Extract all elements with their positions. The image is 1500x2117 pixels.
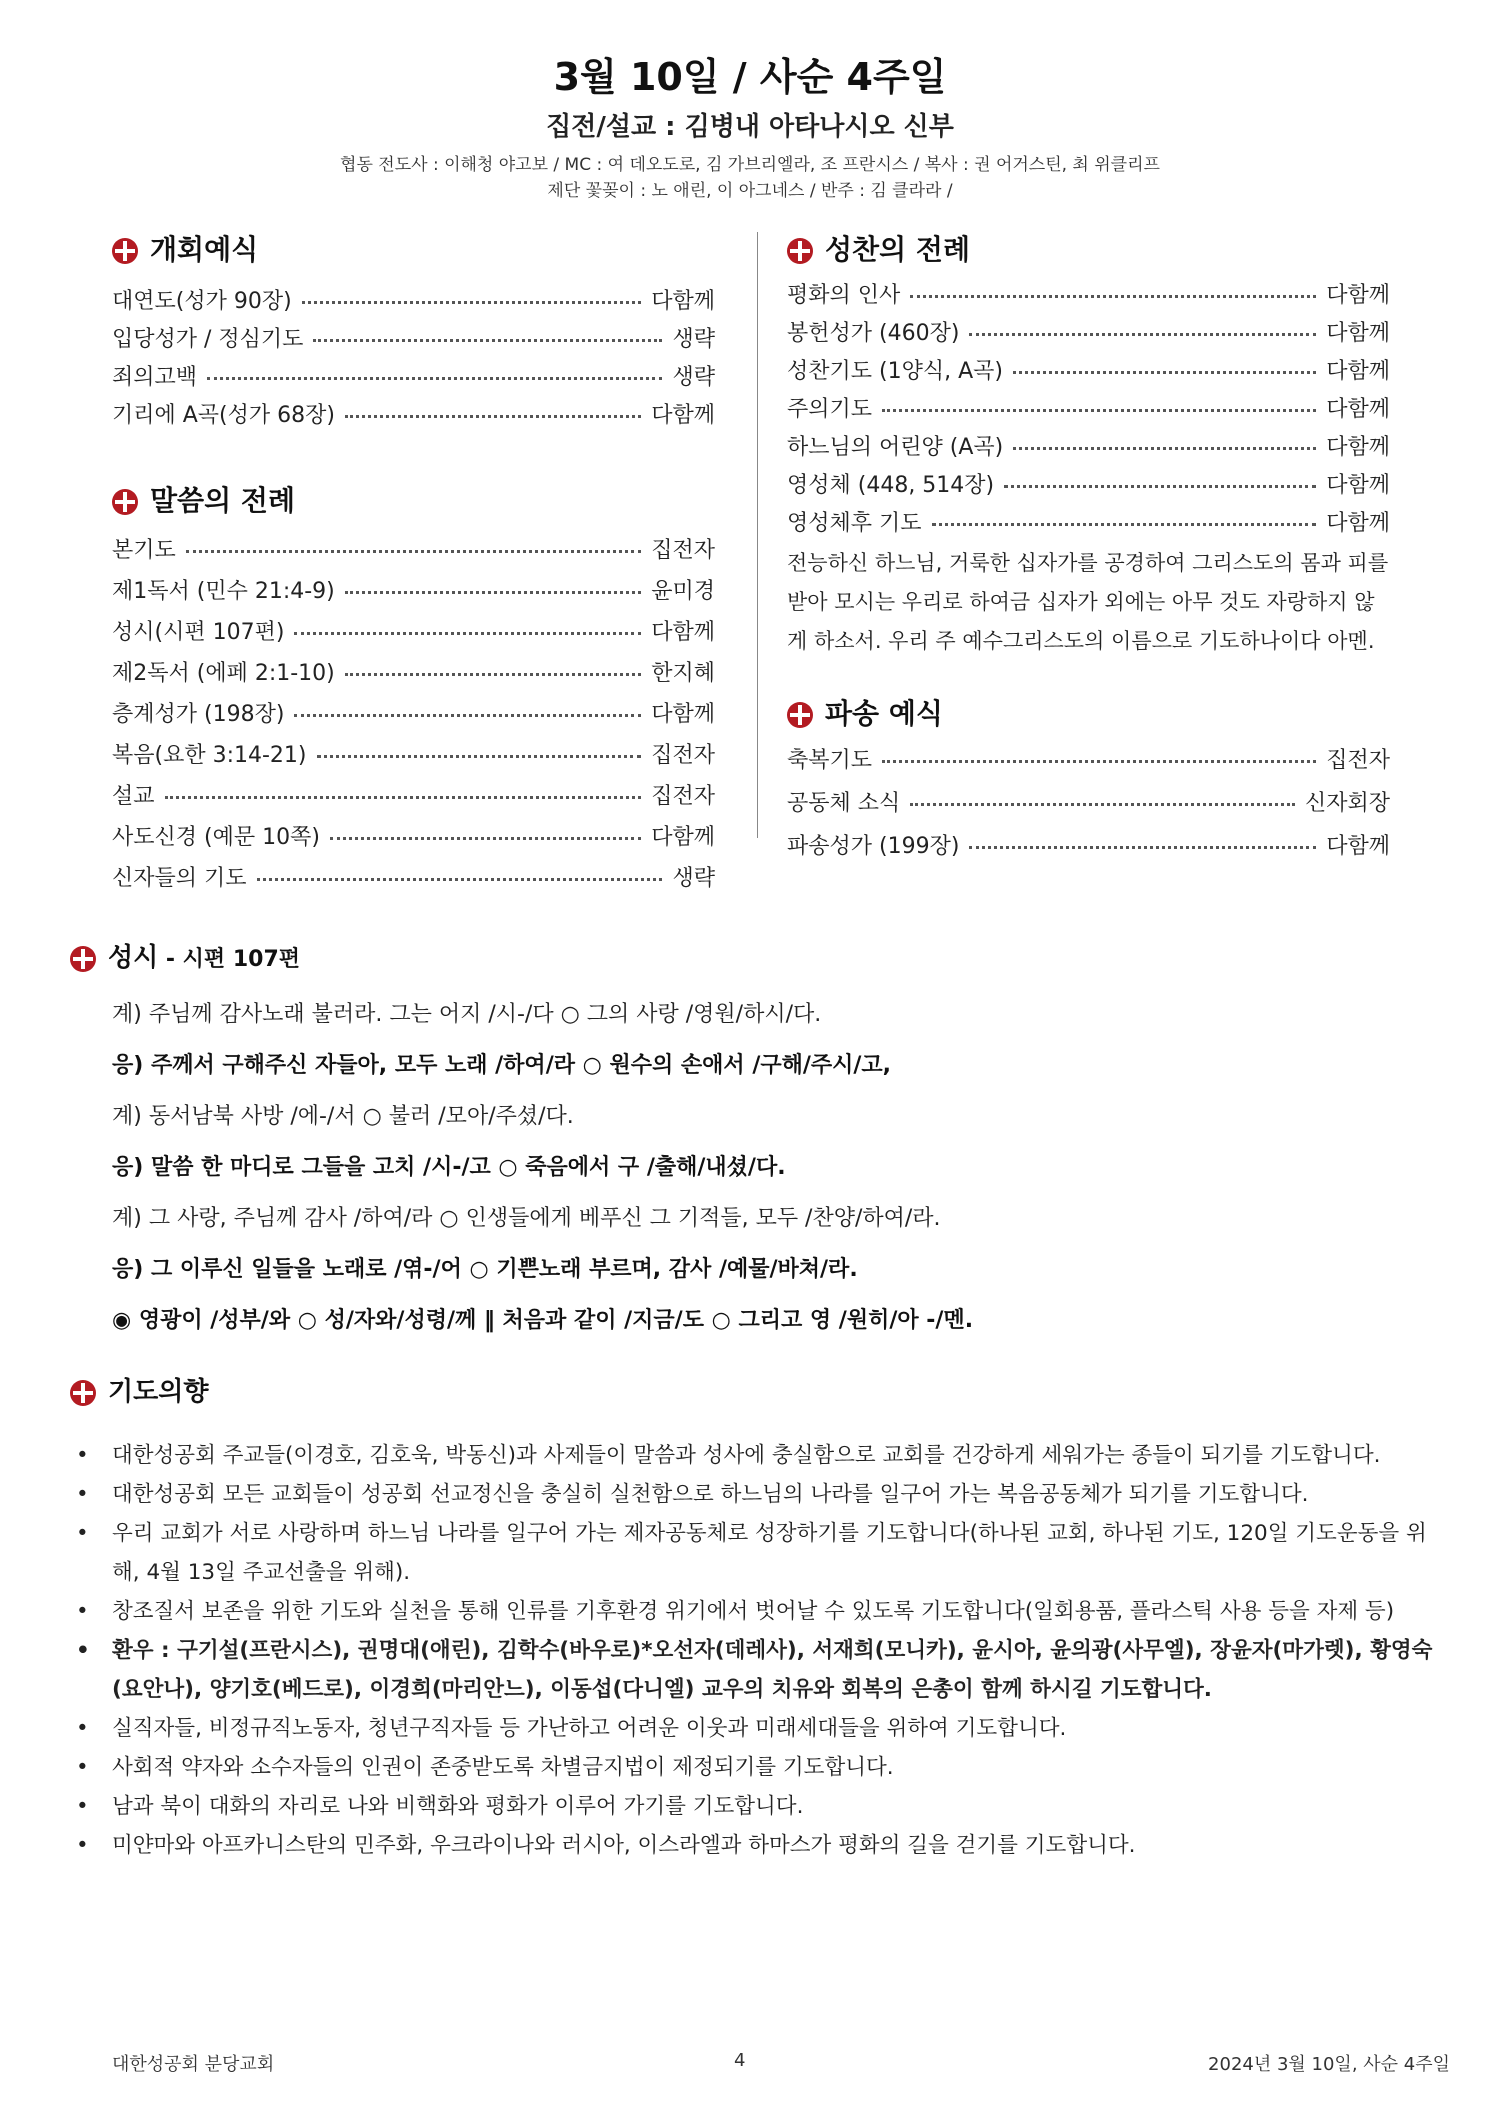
order-row: 제1독서 (민수 21:4-9) 윤미경 — [112, 579, 715, 604]
order-row: 층계성가 (198장) 다함께 — [112, 702, 715, 727]
list-item: • 창조질서 보존을 위한 기도와 실천을 통해 인류를 기후환경 위기에서 벗어날 수 있도록 기도합니다(일회용품, 플라스틱 사용 등을 자제 등) — [70, 1592, 1450, 1631]
cross-icon — [112, 238, 138, 264]
eucharist-list — [787, 274, 1390, 540]
order-row: 복음(요한 3:14-21) 집전자 — [112, 743, 715, 768]
cross-icon — [70, 946, 96, 972]
list-item: • 환우 : 구기설(프란시스), 권명대(애린), 김학수(바우로)*오선자(데레사), 서재희(모니카), 윤시아, 윤의광(사무엘), 장윤자(마가렛), 황영숙(요안나), 양기호(베드로), 이경희(마리안느), 이동섭(다니엘) 교우의 치유와 회복의 은총이 함께 하시길 기도합니다. — [70, 1631, 1450, 1709]
order-row: 성찬기도 (1양식, A곡) 다함께 — [787, 358, 1390, 384]
page-title: 3월 10일 / 사순 4주일 — [553, 55, 947, 99]
order-row: 하느님의 어린양 (A곡) 다함께 — [787, 434, 1390, 460]
order-row: 입당성가 / 정심기도 생략 — [112, 326, 715, 352]
section-title-word: 말씀의 전례 — [112, 478, 715, 524]
footer-church: 대한성공회 분당교회 — [112, 2054, 275, 2075]
order-row: 파송성가 (199장) 다함께 — [787, 834, 1390, 859]
page-number: 4 — [734, 2050, 746, 2071]
cross-icon — [70, 1380, 96, 1406]
order-row: 성시(시편 107편) 다함께 — [112, 620, 715, 645]
order-row: 평화의 인사 다함께 — [787, 282, 1390, 308]
psalm-line: ◉ 영광이 /성부/와 ○ 성/자와/성령/께 ‖ 처음과 같이 /지금/도 ○ 그리고 영 /원히/아 -/멘. — [112, 1308, 974, 1333]
section-title-eucharist: 성찬의 전례 — [787, 227, 1390, 273]
list-item: • 미얀마와 아프카니스탄의 민주화, 우크라이나와 러시아, 이스라엘과 하마스가 평화의 길을 걷기를 기도합니다. — [70, 1826, 1450, 1865]
order-row: 봉헌성가 (460장) 다함께 — [787, 320, 1390, 346]
cross-icon — [787, 702, 813, 728]
psalm-line: 계) 동서남북 사방 /에-/서 ○ 불러 /모아/주셨/다. — [112, 1104, 574, 1129]
page-header — [0, 54, 1500, 204]
psalm-line: 응) 주께서 구해주신 자들아, 모두 노래 /하여/라 ○ 원수의 손애서 /구해/주시/고, — [112, 1053, 892, 1078]
section-title-opening: 개회예식 — [112, 227, 715, 273]
order-row: 기리에 A곡(성가 68장) 다함께 — [112, 402, 715, 428]
psalm-title: 성시 - 시편 107편 — [70, 936, 1450, 980]
intentions-list — [70, 1436, 1450, 1865]
cross-icon — [787, 238, 813, 264]
psalm-line: 계) 주님께 감사노래 불러라. 그는 어지 /시-/다 ○ 그의 사랑 /영원/하시/다. — [112, 1002, 822, 1027]
column-divider — [757, 232, 758, 838]
ministers-line: 협동 전도사 : 이해청 야고보 / MC : 여 데오도로, 김 가브리엘라, 조 프란시스 / 복사 : 권 어거스틴, 최 위클리프 — [340, 155, 1160, 175]
intentions-title: 기도의향 — [70, 1370, 1450, 1414]
order-row: 제2독서 (에페 2:1-10) 한지혜 — [112, 661, 715, 686]
order-row: 주의기도 다함께 — [787, 396, 1390, 422]
order-row: 사도신경 (예문 10쪽) 다함께 — [112, 825, 715, 850]
order-row: 신자들의 기도 생략 — [112, 866, 715, 891]
order-row: 공동체 소식 신자회장 — [787, 791, 1390, 816]
cross-icon — [112, 489, 138, 515]
intentions-section — [70, 1370, 1450, 1865]
psalm-lines — [70, 989, 1450, 1346]
altar-line: 제단 꽃꽂이 : 노 애린, 이 아그네스 / 반주 : 김 클라라 / — [547, 181, 953, 201]
celebrant-line: 집전/설교 : 김병내 아타나시오 신부 — [546, 112, 954, 142]
psalm-line: 응) 그 이루신 일들을 노래로 /엮-/어 ○ 기쁜노래 부르며, 감사 /예물/바쳐/라. — [112, 1257, 858, 1282]
right-column — [787, 227, 1390, 866]
section-title-dismissal: 파송 예식 — [787, 691, 1390, 737]
psalm-line: 응) 말씀 한 마디로 그들을 고치 /시-/고 ○ 죽음에서 구 /출해/내셨/다. — [112, 1155, 786, 1180]
order-row: 죄의고백 생략 — [112, 364, 715, 390]
left-column — [112, 227, 715, 897]
order-row: 축복기도 집전자 — [787, 748, 1390, 773]
list-item: • 남과 북이 대화의 자리로 나와 비핵화와 평화가 이루어 가기를 기도합니다. — [70, 1787, 1450, 1826]
footer-date: 2024년 3월 10일, 사순 4주일 — [1208, 2054, 1450, 2075]
list-item: • 실직자들, 비정규직노동자, 청년구직자들 등 가난하고 어려운 이웃과 미래세대들을 위하여 기도합니다. — [70, 1709, 1450, 1748]
list-item: • 대한성공회 모든 교회들이 성공회 선교정신을 충실히 실천함으로 하느님의 나라를 일구어 가는 복음공동체가 되기를 기도합니다. — [70, 1475, 1450, 1514]
psalm-line: 계) 그 사랑, 주님께 감사 /하여/라 ○ 인생들에게 베푸신 그 기적들, 모두 /찬양/하여/라. — [112, 1206, 941, 1231]
list-item: • 사회적 약자와 소수자들의 인권이 존중받도록 차별금지법이 제정되기를 기도합니다. — [70, 1748, 1450, 1787]
order-row: 본기도 집전자 — [112, 538, 715, 563]
word-list — [112, 528, 715, 897]
post-communion-prayer: 전능하신 하느님, 거룩한 십자가를 공경하여 그리스도의 몸과 피를 받아 모시는 우리로 하여금 십자가 외에는 아무 것도 자랑하지 않게 하소서. 우리 주 예수그리스도의 이름으로 기도하나이다 아멘. — [787, 551, 1389, 653]
order-row: 대연도(성가 90장) 다함께 — [112, 288, 715, 314]
order-row: 영성체 (448, 514장) 다함께 — [787, 472, 1390, 498]
order-row: 영성체후 기도 다함께 — [787, 510, 1390, 536]
dismissal-list — [787, 737, 1390, 866]
opening-list — [112, 280, 715, 432]
list-item: • 대한성공회 주교들(이경호, 김호욱, 박동신)과 사제들이 말씀과 성사에 충실함으로 교회를 건강하게 세워가는 종들이 되기를 기도합니다. — [70, 1436, 1450, 1475]
order-row: 설교 집전자 — [112, 784, 715, 809]
list-item: • 우리 교회가 서로 사랑하며 하느님 나라를 일구어 가는 제자공동체로 성장하기를 기도합니다(하나된 교회, 하나된 기도, 120일 기도운동을 위해, 4월 13일 주교선출을 위해). — [70, 1514, 1450, 1592]
psalm-section — [70, 936, 1450, 1346]
